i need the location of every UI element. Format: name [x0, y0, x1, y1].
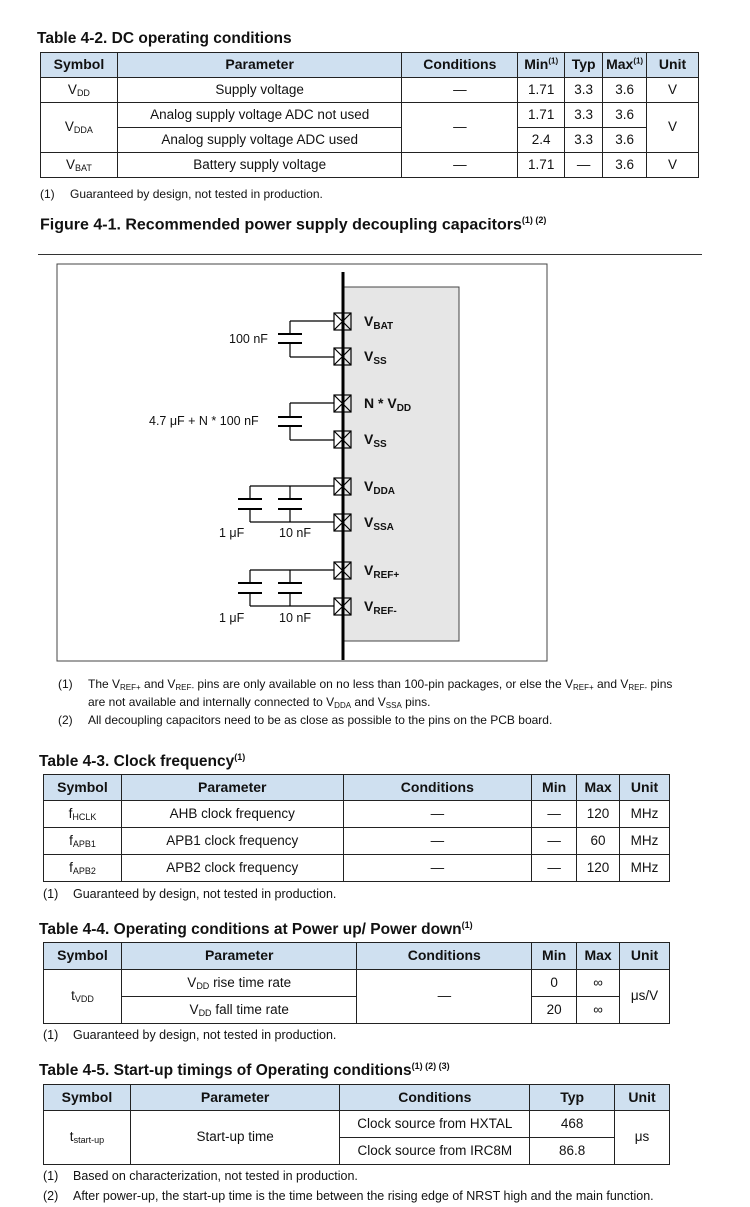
parameter-cell: Battery supply voltage [117, 153, 402, 178]
parameter-cell: Start-up time [130, 1111, 340, 1165]
max-cell: 3.6 [603, 103, 647, 128]
typ-cell: 468 [530, 1111, 615, 1138]
table-4-5-footnote-1: (1) Based on characterization, not tested in production. [43, 1169, 358, 1183]
max-cell: 3.6 [603, 128, 647, 153]
unit-cell: V [647, 78, 699, 103]
min-cell: 2.4 [518, 128, 565, 153]
symbol-cell: $V_{BAT}$ [41, 153, 118, 178]
symbol-cell: $V_{DDA}$ [41, 103, 118, 153]
cap-label-4-7uf: 4.7 μF + N * 100 nF [149, 414, 259, 428]
chip-body [343, 287, 459, 641]
header-parameter: Parameter [130, 1085, 340, 1111]
header-unit: Unit [620, 943, 670, 970]
table-4-4 [43, 942, 670, 1024]
header-parameter: Parameter [121, 943, 357, 970]
pin-label-vbat: $V_{BAT}$ [364, 313, 394, 332]
conditions-cell: Clock source from IRC8M [340, 1138, 530, 1165]
unit-cell: MHz [620, 855, 670, 882]
min-cell: — [532, 855, 577, 882]
min-cell: — [532, 828, 577, 855]
header-parameter: Parameter [117, 53, 402, 78]
header-conditions: Conditions [340, 1085, 530, 1111]
typ-cell: 3.3 [565, 103, 603, 128]
table-4-4-footnote: (1) Guaranteed by design, not tested in production. [43, 1028, 337, 1042]
header-parameter: Parameter [121, 775, 343, 801]
max-cell: 3.6 [603, 153, 647, 178]
header-min: Min [532, 775, 577, 801]
symbol-cell: $t_{VDD}$ [44, 970, 122, 1024]
conditions-cell: — [343, 855, 532, 882]
pin-label-vdd: N * $V_{DD}$ [364, 395, 412, 414]
table-4-5 [43, 1084, 670, 1165]
unit-cell: V [647, 103, 699, 153]
conditions-cell: — [357, 970, 532, 1024]
header-symbol: Symbol [44, 775, 122, 801]
pin-label-vssa: $V_{SSA}$ [364, 514, 394, 533]
pin-label-vdda: $V_{DDA}$ [364, 478, 396, 497]
conditions-cell: — [343, 801, 532, 828]
table-4-3-caption: Table 4-3. Clock frequency$^{(1)}$ [39, 752, 246, 771]
parameter-cell: Supply voltage [117, 78, 402, 103]
table-row [44, 828, 670, 855]
figure-footnote-1: (1) The $V_{REF+}$ and $V_{REF-}$ pins are only available on no less than 100-pin packages, or else the $V_{REF+}$ and $V_{REF-}$ pins [58, 677, 673, 692]
cap-label-1uf: 1 μF [219, 526, 245, 540]
max-cell: ∞ [577, 970, 620, 997]
header-typ: Typ [530, 1085, 615, 1111]
parameter-cell: APB1 clock frequency [121, 828, 343, 855]
unit-cell: MHz [620, 828, 670, 855]
table-row [44, 970, 670, 997]
parameter-cell: Analog supply voltage ADC used [117, 128, 402, 153]
symbol-cell: $V_{DD}$ [41, 78, 118, 103]
figure-footnote-1-cont: are not available and internally connected to $V_{DDA}$ and $V_{SSA}$ pins. [88, 695, 431, 710]
symbol-cell: $t_{start-up}$ [44, 1111, 131, 1165]
parameter-cell: $V_{DD}$ fall time rate [121, 997, 357, 1024]
pin-label-vref-plus: $V_{REF+}$ [364, 562, 400, 581]
symbol-cell: $f_{APB1}$ [44, 828, 122, 855]
table-4-4-caption: Table 4-4. Operating conditions at Power up/ Power down$^{(1)}$ [39, 920, 473, 939]
unit-cell: μs [615, 1111, 670, 1165]
figure-footnote-2: (2) All decoupling capacitors need to be as close as possible to the pins on the PCB board. [58, 713, 553, 727]
table-row [44, 1111, 670, 1138]
min-cell: — [532, 801, 577, 828]
cap-label-100nf: 100 nF [229, 332, 268, 346]
pin-label-vref-minus: $V_{REF-}$ [364, 598, 397, 617]
parameter-cell: AHB clock frequency [121, 801, 343, 828]
table-4-2-caption: Table 4-2. DC operating conditions [37, 30, 292, 47]
unit-cell: μs/V [620, 970, 670, 1024]
header-typ: Typ [565, 53, 603, 78]
table-4-3 [43, 774, 670, 882]
pin-label-vss: $V_{SS}$ [364, 431, 387, 450]
table-row [44, 855, 670, 882]
unit-cell: MHz [620, 801, 670, 828]
header-max: Max$^{(1)}$ [603, 53, 647, 78]
table-4-5-footnote-2: (2) After power-up, the start-up time is the time between the rising edge of NRST high and the main function. [43, 1189, 654, 1203]
header-symbol: Symbol [44, 943, 122, 970]
typ-cell: 3.3 [565, 78, 603, 103]
min-cell: 0 [532, 970, 577, 997]
symbol-cell: $f_{APB2}$ [44, 855, 122, 882]
header-unit: Unit [647, 53, 699, 78]
conditions-cell: — [402, 78, 518, 103]
figure-4-1-caption: Figure 4-1. Recommended power supply decoupling capacitors$^{(1) (2)}$ [40, 215, 547, 234]
conditions-cell: — [402, 153, 518, 178]
header-min: Min [532, 943, 577, 970]
figure-frame [57, 264, 547, 661]
header-max: Max [577, 775, 620, 801]
parameter-cell: Analog supply voltage ADC not used [117, 103, 402, 128]
cap-label-1uf: 1 μF [219, 611, 245, 625]
cap-label-10nf: 10 nF [279, 611, 311, 625]
header-symbol: Symbol [41, 53, 118, 78]
max-cell: 3.6 [603, 78, 647, 103]
min-cell: 1.71 [518, 153, 565, 178]
table-row [44, 801, 670, 828]
parameter-cell: APB2 clock frequency [121, 855, 343, 882]
max-cell: 120 [577, 801, 620, 828]
header-min: Min$^{(1)}$ [518, 53, 565, 78]
header-unit: Unit [620, 775, 670, 801]
min-cell: 1.71 [518, 78, 565, 103]
max-cell: 60 [577, 828, 620, 855]
max-cell: ∞ [577, 997, 620, 1024]
table-4-5-caption: Table 4-5. Start-up timings of Operating conditions$^{(1) (2) (3)}$ [39, 1061, 450, 1080]
min-cell: 20 [532, 997, 577, 1024]
table-row [44, 997, 670, 1024]
table-4-3-footnote: (1) Guaranteed by design, not tested in production. [43, 887, 337, 901]
min-cell: 1.71 [518, 103, 565, 128]
table-4-2-footnote: (1) Guaranteed by design, not tested in production. [40, 187, 323, 201]
header-symbol: Symbol [44, 1085, 131, 1111]
header-conditions: Conditions [343, 775, 532, 801]
typ-cell: — [565, 153, 603, 178]
header-conditions: Conditions [402, 53, 518, 78]
conditions-cell: Clock source from HXTAL [340, 1111, 530, 1138]
cap-label-10nf: 10 nF [279, 526, 311, 540]
typ-cell: 86.8 [530, 1138, 615, 1165]
conditions-cell: — [402, 103, 518, 153]
symbol-cell: $f_{HCLK}$ [44, 801, 122, 828]
parameter-cell: $V_{DD}$ rise time rate [121, 970, 357, 997]
unit-cell: V [647, 153, 699, 178]
header-max: Max [577, 943, 620, 970]
typ-cell: 3.3 [565, 128, 603, 153]
header-conditions: Conditions [357, 943, 532, 970]
capacitor-wiring [238, 321, 334, 606]
conditions-cell: — [343, 828, 532, 855]
pin-label-vss: $V_{SS}$ [364, 348, 387, 367]
max-cell: 120 [577, 855, 620, 882]
header-unit: Unit [615, 1085, 670, 1111]
